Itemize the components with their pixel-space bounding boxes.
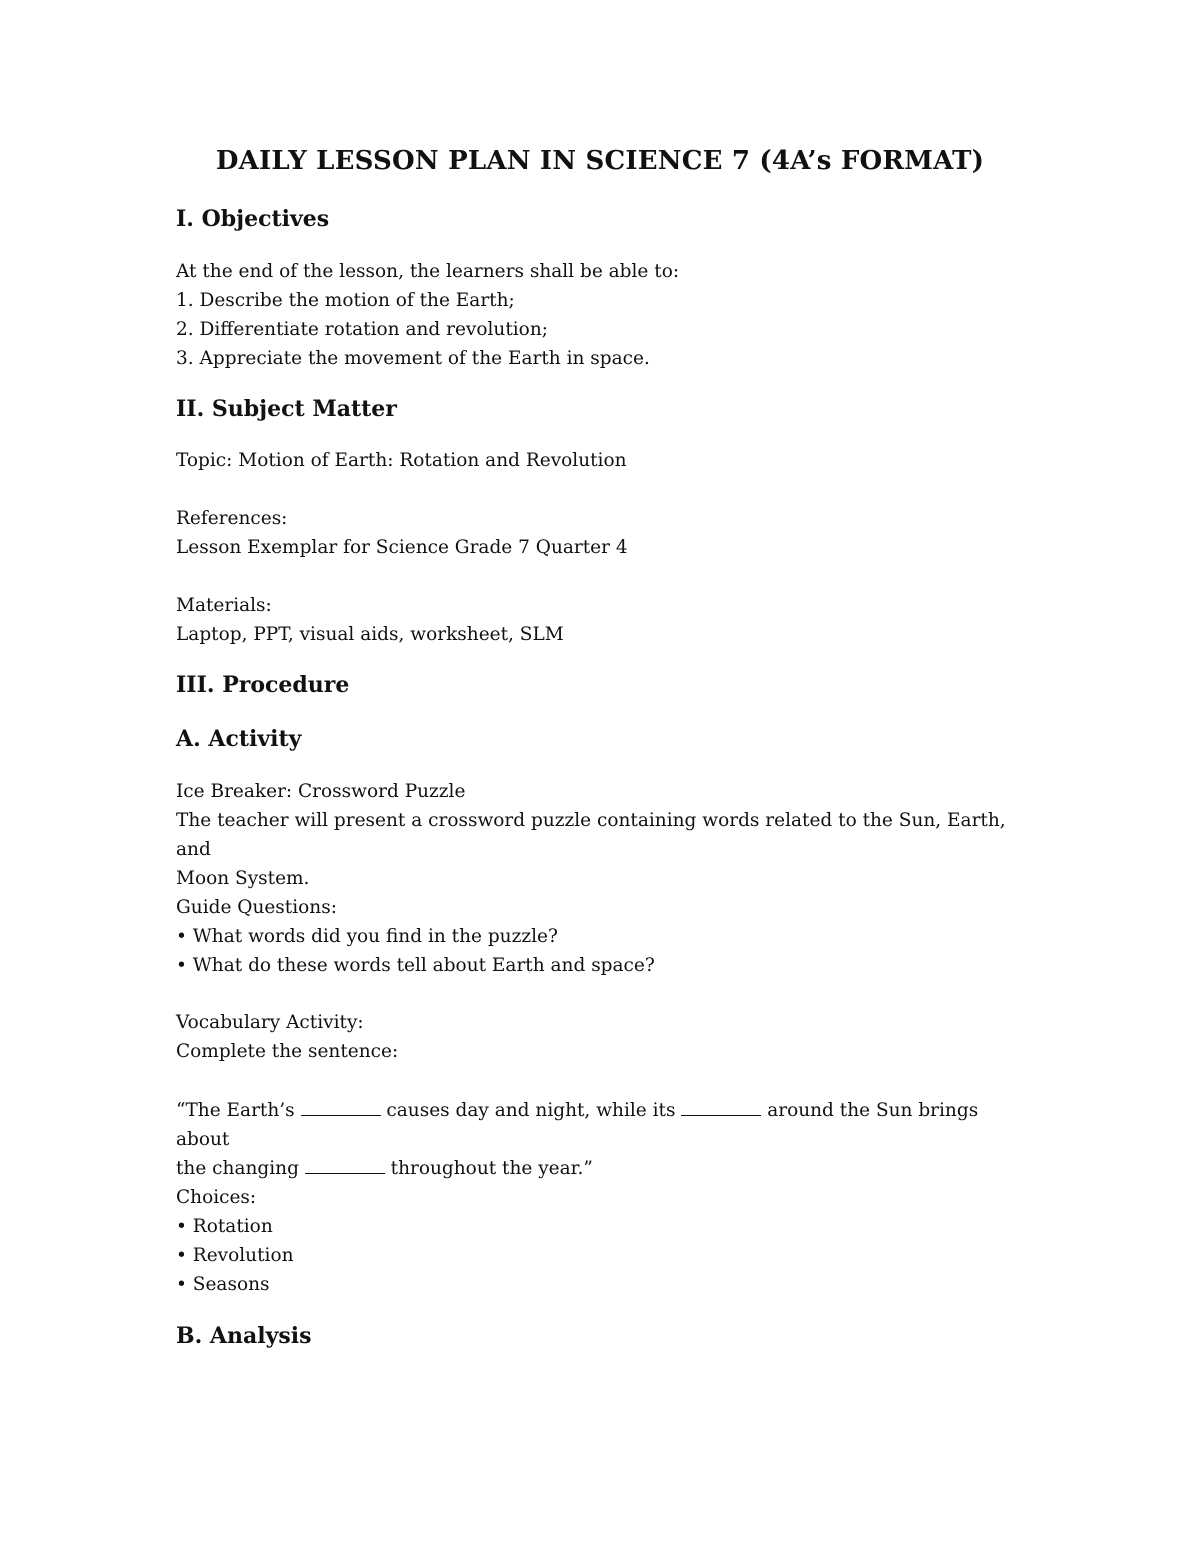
objective-item: 2. Differentiate rotation and revolution; <box>176 319 548 340</box>
topic-text: Topic: Motion of Earth: Rotation and Revolution <box>176 450 627 471</box>
blank-field[interactable] <box>681 1114 761 1116</box>
choice-item: • Seasons <box>176 1274 270 1295</box>
vocabulary-block <box>176 1008 1036 1066</box>
objectives-heading: I. Objectives <box>176 206 330 232</box>
ice-breaker-desc: Moon System. <box>176 868 310 889</box>
objectives-section <box>176 204 1036 234</box>
ice-breaker-block <box>176 777 1036 893</box>
activity-heading: A. Activity <box>176 726 302 752</box>
fill-in-sentence <box>176 1096 1036 1183</box>
choice-item: • Revolution <box>176 1245 294 1266</box>
ice-breaker-title: Ice Breaker: Crossword Puzzle <box>176 781 466 802</box>
objective-item: 3. Appreciate the movement of the Earth in space. <box>176 348 650 369</box>
choice-item: • Rotation <box>176 1216 273 1237</box>
sentence-text: around the Sun brings about <box>176 1100 985 1150</box>
references-block <box>176 504 1036 562</box>
sentence-text: the changing <box>176 1158 305 1179</box>
choices-label: Choices: <box>176 1187 257 1208</box>
guide-questions-label: Guide Questions: <box>176 897 337 918</box>
analysis-section <box>176 1321 1036 1351</box>
sentence-line-1 <box>176 1096 1036 1154</box>
vocabulary-label: Vocabulary Activity: <box>176 1012 364 1033</box>
procedure-section <box>176 670 1036 700</box>
objectives-list <box>176 257 1036 373</box>
blank-field[interactable] <box>301 1114 381 1116</box>
references-text: Lesson Exemplar for Science Grade 7 Quarter 4 <box>176 537 628 558</box>
document-title: DAILY LESSON PLAN IN SCIENCE 7 (4A’s FORMAT) <box>215 146 985 176</box>
subject-matter-section <box>176 394 1036 424</box>
references-label: References: <box>176 508 288 529</box>
materials-text: Laptop, PPT, visual aids, worksheet, SLM <box>176 624 564 645</box>
guide-questions-block <box>176 893 1036 980</box>
choices-block <box>176 1183 1036 1299</box>
blank-field[interactable] <box>305 1172 385 1174</box>
ice-breaker-desc: The teacher will present a crossword puzzle containing words related to the Sun, Earth, and <box>176 810 1012 860</box>
topic-block <box>176 446 1036 475</box>
materials-block <box>176 591 1036 649</box>
subject-matter-heading: II. Subject Matter <box>176 396 397 422</box>
objectives-intro: At the end of the lesson, the learners shall be able to: <box>176 261 680 282</box>
guide-question: • What words did you find in the puzzle? <box>176 926 558 947</box>
sentence-text: causes day and night, while its <box>380 1100 682 1121</box>
sentence-text: “The Earth’s <box>176 1100 301 1121</box>
analysis-heading: B. Analysis <box>176 1323 312 1349</box>
activity-section <box>176 724 1036 754</box>
procedure-heading: III. Procedure <box>176 672 350 698</box>
materials-label: Materials: <box>176 595 272 616</box>
objective-item: 1. Describe the motion of the Earth; <box>176 290 515 311</box>
guide-question: • What do these words tell about Earth and space? <box>176 955 655 976</box>
vocabulary-instruction: Complete the sentence: <box>176 1041 399 1062</box>
sentence-text: throughout the year.” <box>384 1158 593 1179</box>
sentence-line-2 <box>176 1154 1036 1183</box>
